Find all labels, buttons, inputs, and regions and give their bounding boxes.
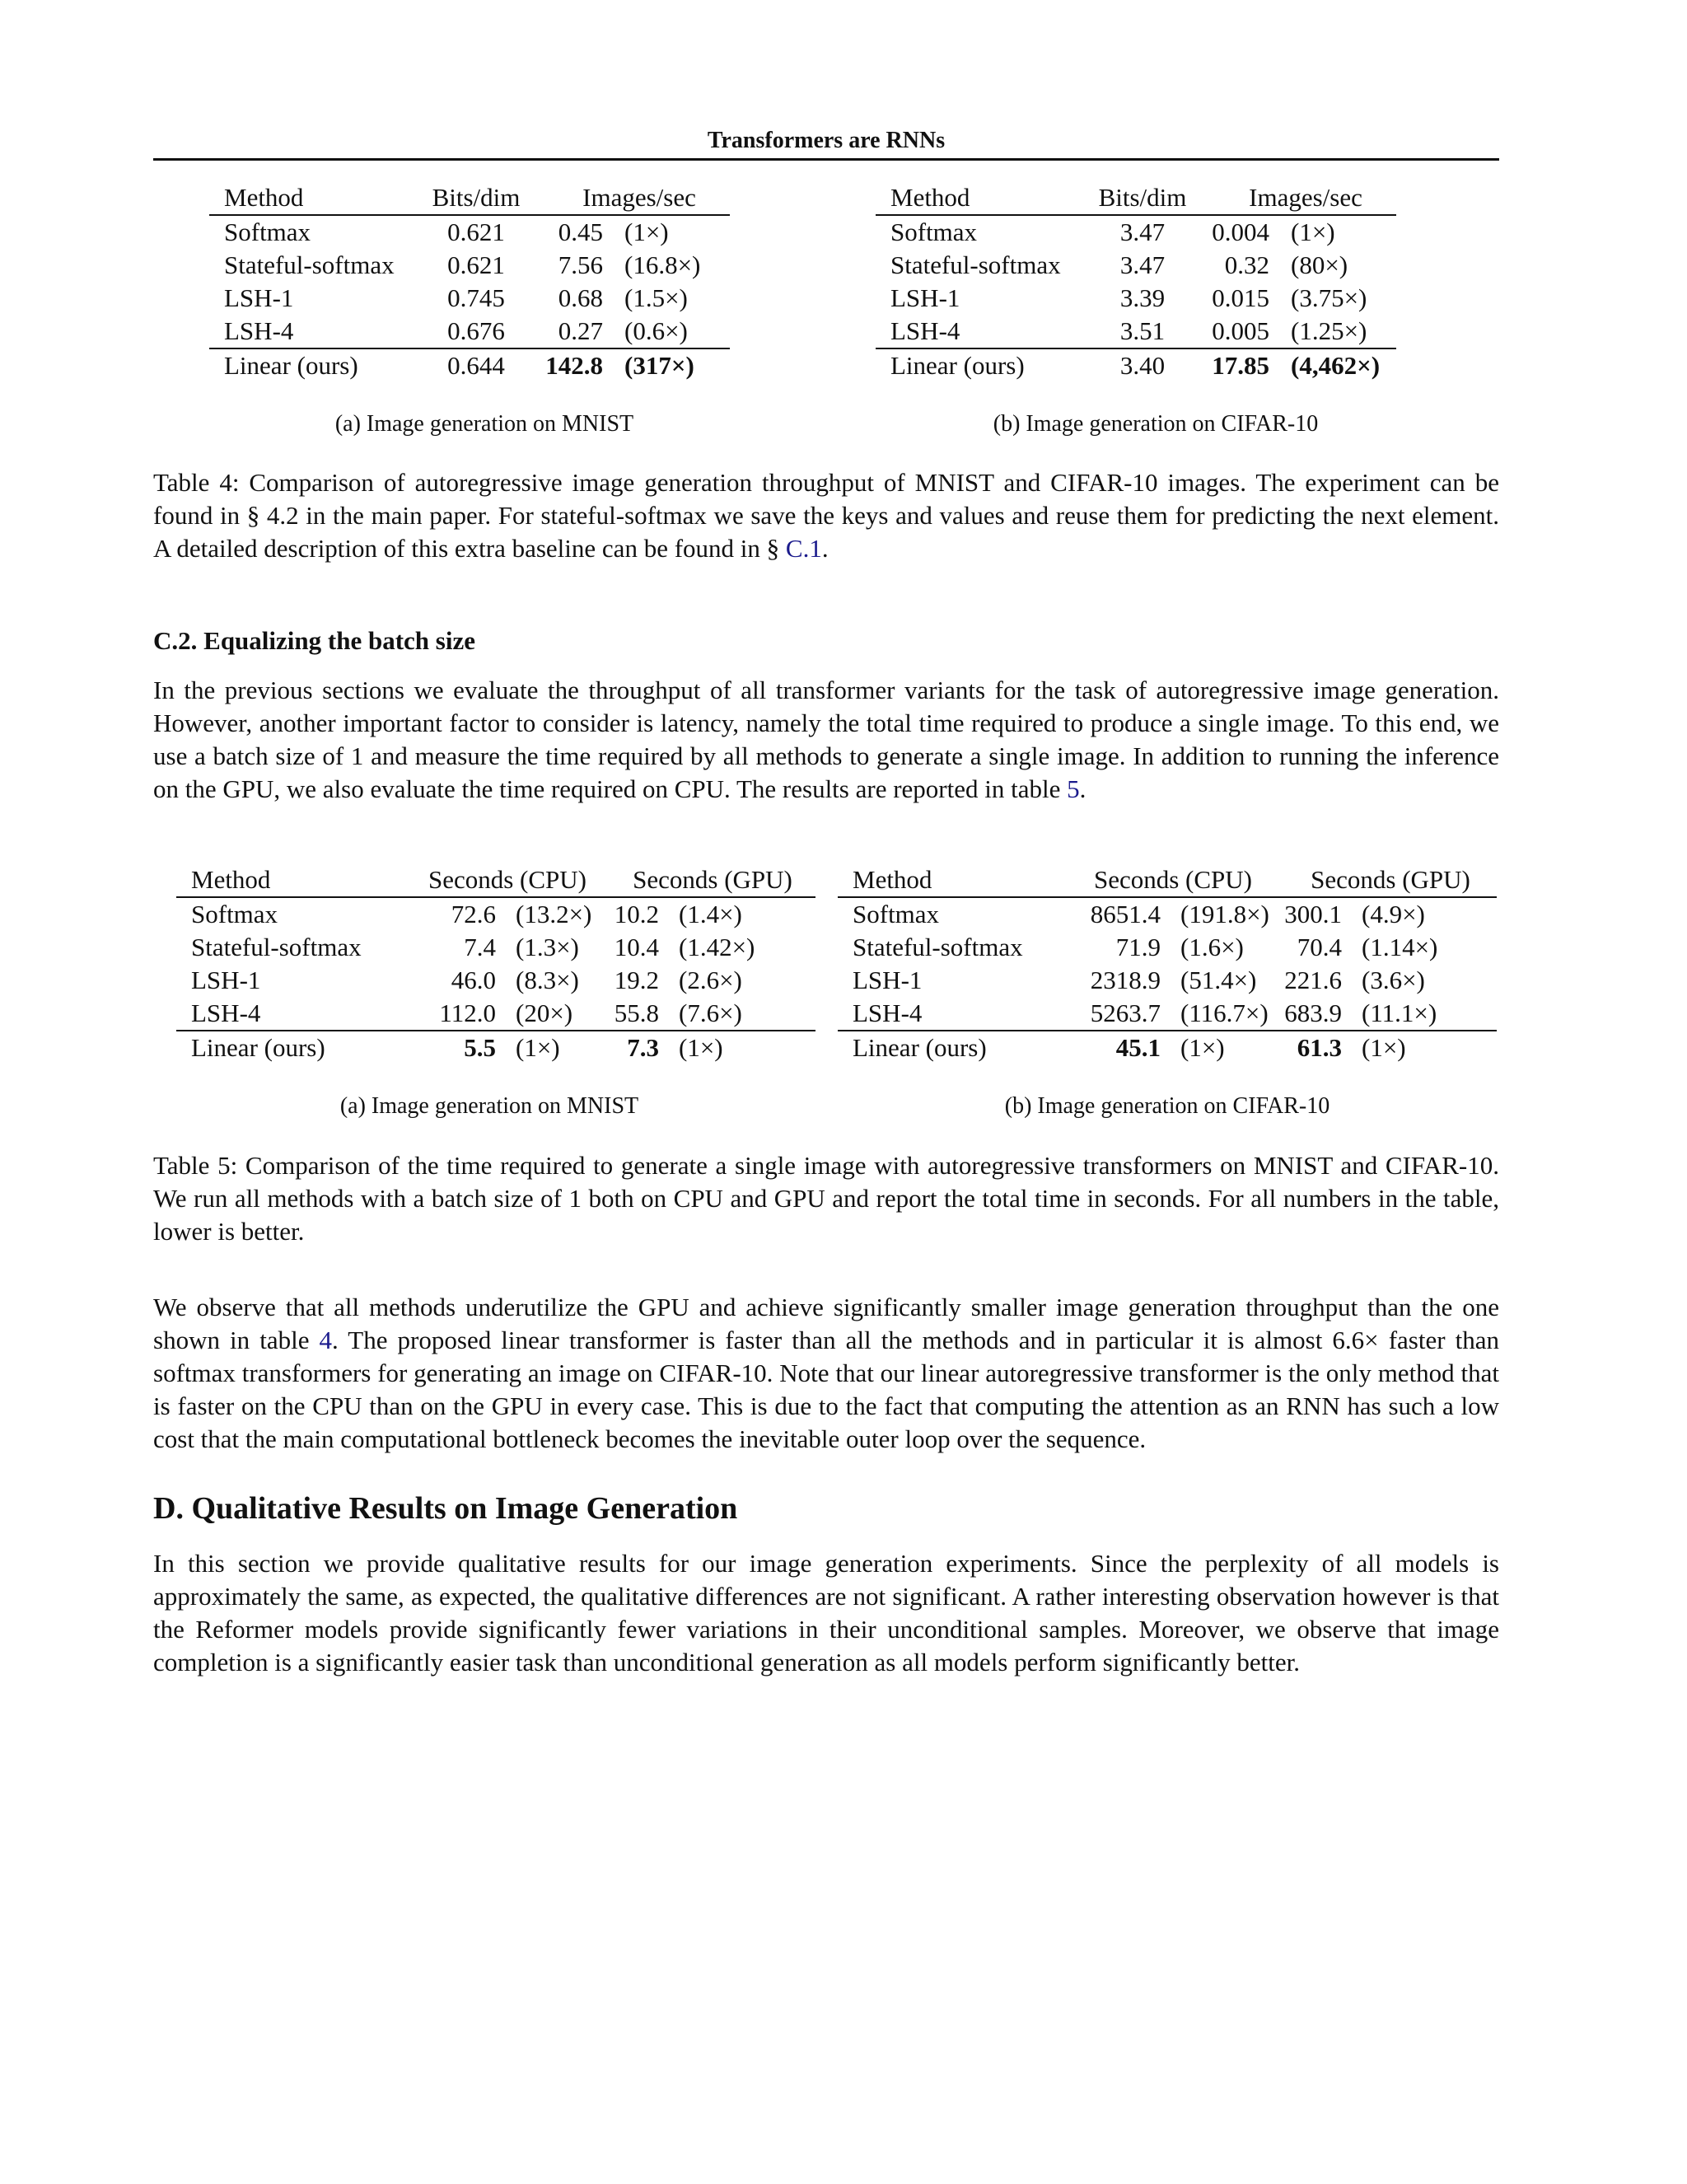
speedup-cell: (80×) <box>1291 250 1348 279</box>
table-header-row <box>176 863 815 897</box>
header-seconds-gpu: Seconds (GPU) <box>1311 865 1470 894</box>
section-c2-title: C.2. Equalizing the batch size <box>153 626 475 655</box>
header-method: Method <box>224 183 304 212</box>
method-cell: Stateful-softmax <box>191 933 362 961</box>
method-cell: Softmax <box>838 897 1062 931</box>
cpu-ratio-cell: (8.3×) <box>516 966 579 994</box>
images-sec-cell: 0.27 <box>558 316 603 345</box>
images-sec-cell: 0.015 <box>1212 283 1269 312</box>
section-c2-paragraph <box>153 674 1499 806</box>
gpu-seconds-cell: 55.8 <box>614 998 659 1027</box>
method-cell: Softmax <box>876 215 1082 249</box>
table5b-subcaption: (b) Image generation on CIFAR-10 <box>1004 1093 1330 1119</box>
method-cell: LSH-4 <box>191 998 261 1027</box>
gpu-seconds-cell: 221.6 <box>1284 966 1342 994</box>
running-head-rule <box>153 158 1499 161</box>
cpu-ratio-cell: (1×) <box>496 1031 610 1064</box>
table-row <box>838 1031 1497 1064</box>
speedup-cell: (317×) <box>603 348 730 382</box>
gpu-ratio-cell: (1.4×) <box>659 897 815 931</box>
cpu-seconds-cell: 5.5 <box>405 1031 496 1064</box>
cpu-seconds-cell: 71.9 <box>1115 933 1161 961</box>
gpu-ratio-cell: (3.6×) <box>1362 966 1425 994</box>
gpu-ratio-cell: (1×) <box>1342 1031 1497 1064</box>
section-c1-link[interactable]: C.1 <box>785 534 822 563</box>
images-sec-cell: 142.8 <box>537 348 603 382</box>
speedup-cell: (0.6×) <box>624 316 688 345</box>
bits-dim-cell: 0.621 <box>447 250 505 279</box>
method-cell: Stateful-softmax <box>890 250 1061 279</box>
method-cell: Stateful-softmax <box>224 250 395 279</box>
bits-dim-cell: 0.676 <box>447 316 505 345</box>
table-row <box>838 964 1497 997</box>
table-row <box>209 215 730 249</box>
section-c2-text: In the previous sections we evaluate the throughput of all transformer variants for the task of autoregressive image generation. However, another important factor to consider is latency, namely the total time required to produce a single image. To this end, we use a batch size of 1 and measure the time required by all methods to generate a single image. In addition to running the inference on the GPU, we also evaluate the time required on CPU. The results are reported in table <box>153 676 1499 803</box>
table-row <box>876 215 1396 249</box>
method-cell: LSH-1 <box>224 283 294 312</box>
table-row <box>838 931 1497 964</box>
header-method: Method <box>191 865 271 894</box>
method-cell: Linear (ours) <box>838 1031 1062 1064</box>
table-row <box>209 249 730 282</box>
table5-link[interactable]: 5 <box>1067 774 1080 803</box>
header-seconds-gpu: Seconds (GPU) <box>633 865 792 894</box>
table-row <box>876 348 1396 382</box>
bits-dim-cell: 3.51 <box>1119 316 1166 345</box>
cpu-seconds-cell: 7.4 <box>464 933 496 961</box>
section-d-title: D. Qualitative Results on Image Generation <box>153 1491 738 1526</box>
images-sec-cell: 0.005 <box>1212 316 1269 345</box>
header-bits-dim: Bits/dim <box>432 183 521 212</box>
table-row <box>209 348 730 382</box>
table4-link[interactable]: 4 <box>319 1326 333 1354</box>
speedup-cell: (1×) <box>1269 215 1396 249</box>
cpu-seconds-cell: 5263.7 <box>1090 998 1161 1027</box>
gpu-seconds-cell: 300.1 <box>1284 897 1342 931</box>
cpu-seconds-cell: 72.6 <box>405 897 496 931</box>
observation-text-end: . The proposed linear transformer is faster than all the methods and in particular it is almost 6.6× faster than softmax transformers for generating an image on CIFAR-10. Note that our linear autoregressive transformer is the only method that is faster on the CPU than on the GPU in every case. This is due to the fact that computing the attention as an RNN has such a low cost that the main computational bottleneck becomes the inevitable outer loop over the sequence. <box>153 1326 1499 1453</box>
table5-caption: Table 5: Comparison of the time required to generate a single image with autoregressive transformers on MNIST and CIFAR-10. We run all methods with a batch size of 1 both on CPU and GPU and report the total time in seconds. For all numbers in the table, lower is better. <box>153 1151 1499 1246</box>
method-cell: Stateful-softmax <box>853 933 1023 961</box>
table4b <box>876 181 1396 382</box>
table4-caption-end: . <box>821 534 829 563</box>
cpu-ratio-cell: (116.7×) <box>1180 998 1269 1027</box>
section-d-paragraph: In this section we provide qualitative results for our image generation experiments. Since the perplexity of all models is approximately the same, as expected, the qualitative differences are not significant. A rather interesting observation however is that the Reformer models provide significantly fewer variations in their unconditional samples. Moreover, we observe that image completion is a significantly easier task than unconditional generation as all models perform significantly better. <box>153 1549 1499 1677</box>
method-cell: Linear (ours) <box>209 348 415 382</box>
cpu-ratio-cell: (51.4×) <box>1180 966 1257 994</box>
method-cell: Softmax <box>209 215 415 249</box>
cpu-seconds-cell: 46.0 <box>451 966 496 994</box>
header-seconds-cpu: Seconds (CPU) <box>1093 865 1253 894</box>
table4a-subcaption: (a) Image generation on MNIST <box>334 411 634 437</box>
table-row <box>209 282 730 315</box>
method-cell: LSH-1 <box>890 283 960 312</box>
section-c2-text-end: . <box>1079 774 1087 803</box>
table4-caption <box>153 466 1499 565</box>
table-row <box>876 249 1396 282</box>
cpu-ratio-cell: (1×) <box>1161 1031 1284 1064</box>
table-row <box>876 282 1396 315</box>
table-row <box>176 897 815 931</box>
images-sec-cell: 0.68 <box>558 283 603 312</box>
gpu-seconds-cell: 7.3 <box>610 1031 659 1064</box>
header-bits-dim: Bits/dim <box>1098 183 1187 212</box>
table-row <box>176 1031 815 1064</box>
gpu-seconds-cell: 19.2 <box>614 966 659 994</box>
method-cell: Softmax <box>176 897 405 931</box>
method-cell: Linear (ours) <box>176 1031 405 1064</box>
header-seconds-cpu: Seconds (CPU) <box>428 865 587 894</box>
gpu-seconds-cell: 10.4 <box>614 933 659 961</box>
bits-dim-cell: 3.39 <box>1119 283 1166 312</box>
header-images-sec: Images/sec <box>582 183 696 212</box>
cpu-ratio-cell: (1.6×) <box>1180 933 1244 961</box>
cpu-seconds-cell: 8651.4 <box>1062 897 1161 931</box>
table-row <box>876 315 1396 348</box>
method-cell: LSH-1 <box>191 966 261 994</box>
method-cell: LSH-4 <box>224 316 294 345</box>
gpu-seconds-cell: 61.3 <box>1284 1031 1342 1064</box>
running-head: Transformers are RNNs <box>707 128 946 153</box>
header-method: Method <box>890 183 970 212</box>
header-images-sec: Images/sec <box>1249 183 1362 212</box>
speedup-cell: (3.75×) <box>1291 283 1367 312</box>
table-row <box>838 897 1497 931</box>
method-cell: Linear (ours) <box>876 348 1082 382</box>
cpu-ratio-cell: (20×) <box>516 998 573 1027</box>
speedup-cell: (1×) <box>603 215 730 249</box>
method-cell: LSH-1 <box>853 966 923 994</box>
table-header-row <box>838 863 1497 897</box>
images-sec-cell: 0.32 <box>1224 250 1269 279</box>
method-cell: LSH-4 <box>890 316 960 345</box>
gpu-seconds-cell: 10.2 <box>610 897 659 931</box>
gpu-seconds-cell: 70.4 <box>1297 933 1342 961</box>
table-row <box>176 997 815 1031</box>
table-row <box>176 964 815 997</box>
table5a <box>176 863 815 1064</box>
images-sec-cell: 7.56 <box>558 250 603 279</box>
speedup-cell: (1.5×) <box>624 283 688 312</box>
gpu-ratio-cell: (7.6×) <box>679 998 742 1027</box>
method-cell: LSH-4 <box>853 998 923 1027</box>
cpu-seconds-cell: 2318.9 <box>1090 966 1161 994</box>
table4a <box>209 181 730 382</box>
cpu-seconds-cell: 45.1 <box>1062 1031 1161 1064</box>
gpu-ratio-cell: (4.9×) <box>1342 897 1497 931</box>
images-sec-cell: 0.45 <box>537 215 603 249</box>
gpu-ratio-cell: (1.14×) <box>1362 933 1438 961</box>
cpu-ratio-cell: (191.8×) <box>1161 897 1284 931</box>
table-row <box>838 997 1497 1031</box>
cpu-ratio-cell: (13.2×) <box>496 897 610 931</box>
cpu-ratio-cell: (1.3×) <box>516 933 579 961</box>
header-method: Method <box>853 865 932 894</box>
table5b <box>838 863 1497 1064</box>
gpu-ratio-cell: (1.42×) <box>679 933 755 961</box>
images-sec-cell: 0.004 <box>1203 215 1269 249</box>
table-row <box>176 931 815 964</box>
gpu-ratio-cell: (2.6×) <box>679 966 742 994</box>
gpu-ratio-cell: (11.1×) <box>1362 998 1437 1027</box>
cpu-seconds-cell: 112.0 <box>439 998 496 1027</box>
images-sec-cell: 17.85 <box>1203 348 1269 382</box>
speedup-cell: (4,462×) <box>1269 348 1396 382</box>
bits-dim-cell: 0.644 <box>415 348 537 382</box>
bits-dim-cell: 3.47 <box>1082 215 1203 249</box>
table4-caption-text: Table 4: Comparison of autoregressive image generation throughput of MNIST and CIFAR-10 images. The experiment can be found in § 4.2 in the main paper. For stateful-softmax we save the keys and values and reuse them for predicting the next element. A detailed description of this extra baseline can be found in § <box>153 468 1499 563</box>
gpu-seconds-cell: 683.9 <box>1284 998 1342 1027</box>
table-header-row <box>876 181 1396 215</box>
table4b-subcaption: (b) Image generation on CIFAR-10 <box>993 411 1319 437</box>
speedup-cell: (16.8×) <box>624 250 701 279</box>
observation-paragraph <box>153 1291 1499 1456</box>
bits-dim-cell: 0.621 <box>415 215 537 249</box>
speedup-cell: (1.25×) <box>1291 316 1367 345</box>
table-header-row <box>209 181 730 215</box>
observation-text: We observe that all methods underutilize the GPU and achieve significantly smaller image generation throughput than the one shown in table <box>153 1293 1499 1354</box>
bits-dim-cell: 0.745 <box>447 283 505 312</box>
table5a-subcaption: (a) Image generation on MNIST <box>339 1093 639 1119</box>
gpu-ratio-cell: (1×) <box>659 1031 815 1064</box>
table-row <box>209 315 730 348</box>
bits-dim-cell: 3.47 <box>1119 250 1166 279</box>
bits-dim-cell: 3.40 <box>1082 348 1203 382</box>
